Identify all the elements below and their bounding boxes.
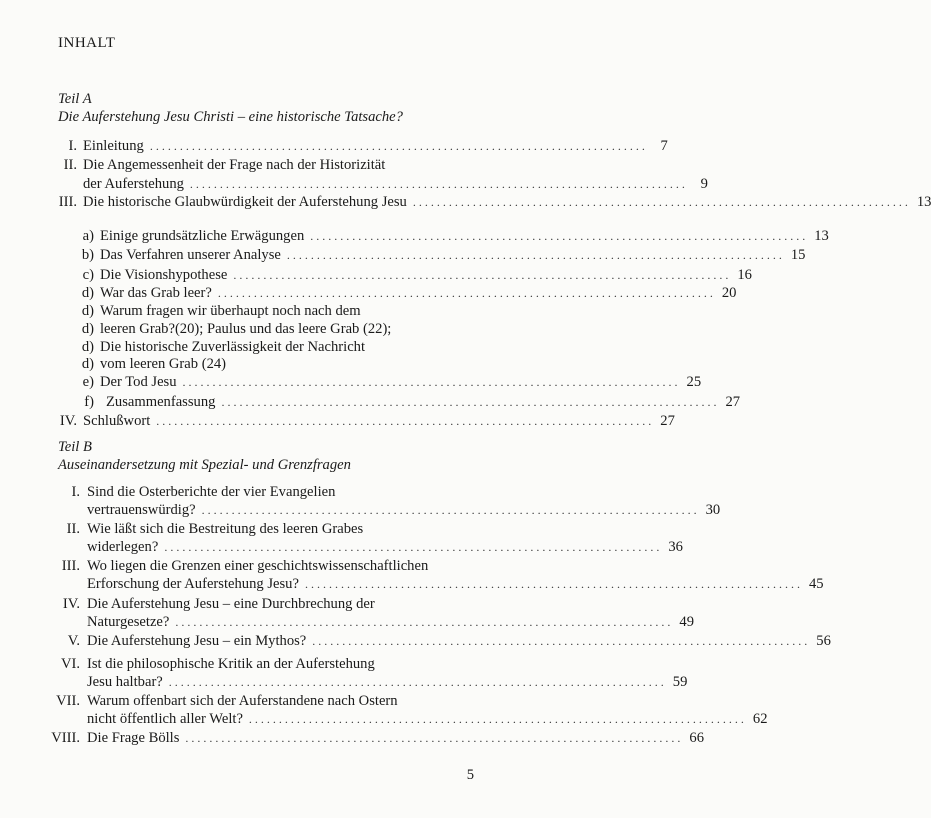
entry-text: Zusammenfassung xyxy=(106,394,216,410)
entry-text: vom leeren Grab (24) xyxy=(100,356,227,372)
subsection-letter: e) xyxy=(82,374,94,390)
toc-entry xyxy=(106,393,741,411)
subsection-letter: d) xyxy=(81,321,94,337)
toc-entry xyxy=(100,246,806,264)
page-ref: 59 xyxy=(672,674,688,690)
entry-text: leeren Grab?(20); Paulus und das leere Grab (22); xyxy=(100,321,392,337)
part-a-label: Teil A xyxy=(58,91,92,107)
dot-leader: ................................................................................... xyxy=(233,268,732,282)
section-number: II. xyxy=(63,157,77,173)
section-number: VII. xyxy=(56,693,80,709)
page-ref: 13 xyxy=(916,194,931,210)
toc-entry xyxy=(87,710,768,728)
subsection-letter: a) xyxy=(82,228,94,244)
page-ref: 36 xyxy=(668,539,683,555)
section-number: I. xyxy=(71,484,80,500)
page-ref: 13 xyxy=(814,228,829,244)
page-ref: 49 xyxy=(679,614,694,630)
entry-text: widerlegen? xyxy=(87,539,159,555)
part-a-title: Die Auferstehung Jesu Christi – eine historische Tatsache? xyxy=(58,109,403,125)
page-ref: 9 xyxy=(700,176,708,192)
subsection-letter: b) xyxy=(81,247,94,263)
toc-entry xyxy=(87,673,688,691)
entry-text: Warum offenbart sich der Auferstandene nach Ostern xyxy=(87,693,398,709)
entry-text: Einleitung xyxy=(83,138,144,154)
toc-entry xyxy=(100,266,752,284)
dot-leader: ................................................................................... xyxy=(164,540,663,554)
dot-leader: ................................................................................... xyxy=(217,286,716,300)
entry-text: Die historische Glaubwürdigkeit der Auferstehung Jesu xyxy=(83,194,407,210)
subsection-letter: d) xyxy=(81,339,94,355)
dot-leader: ................................................................................... xyxy=(412,195,911,209)
entry-text: Die Frage Bölls xyxy=(87,730,180,746)
entry-text: Jesu haltbar? xyxy=(87,674,163,690)
entry-text: Ist die philosophische Kritik an der Auferstehung xyxy=(87,656,375,672)
page-ref: 16 xyxy=(737,267,752,283)
subsection-letter: d) xyxy=(81,285,94,301)
toc-entry xyxy=(83,137,668,155)
page-ref: 27 xyxy=(725,394,741,410)
page-title: INHALT xyxy=(58,35,116,51)
dot-leader: ................................................................................... xyxy=(201,503,700,517)
entry-text: War das Grab leer? xyxy=(100,285,212,301)
toc-entry xyxy=(87,501,721,519)
dot-leader: ................................................................................... xyxy=(221,395,720,409)
dot-leader: ................................................................................... xyxy=(286,248,785,262)
dot-leader: ................................................................................... xyxy=(185,731,684,745)
dot-leader: ................................................................................... xyxy=(312,634,811,648)
page-ref: 45 xyxy=(808,576,824,592)
subsection-letter: d) xyxy=(81,303,94,319)
entry-text: Die Angemessenheit der Frage nach der Historizität xyxy=(83,157,386,173)
dot-leader: ................................................................................... xyxy=(182,375,681,389)
toc-entry xyxy=(87,613,694,631)
entry-text: der Auferstehung xyxy=(83,176,184,192)
entry-text: Die historische Zuverlässigkeit der Nachricht xyxy=(100,339,366,355)
toc-entry xyxy=(100,284,737,302)
toc-entry xyxy=(87,575,824,593)
entry-text: Wie läßt sich die Bestreitung des leeren Grabes xyxy=(87,521,364,537)
entry-text: Das Verfahren unserer Analyse xyxy=(100,247,281,263)
section-number: VI. xyxy=(60,656,80,672)
entry-text: Die Auferstehung Jesu – eine Durchbrechung der xyxy=(87,596,375,612)
section-number: III. xyxy=(61,558,80,574)
section-number: III. xyxy=(58,194,77,210)
dot-leader: ................................................................................... xyxy=(248,712,747,726)
page-ref: 66 xyxy=(689,730,705,746)
section-number: II. xyxy=(66,521,80,537)
page-ref: 27 xyxy=(660,413,675,429)
toc-entry xyxy=(83,412,675,430)
section-number: V. xyxy=(67,633,80,649)
page-ref: 7 xyxy=(660,138,668,154)
toc-entry xyxy=(87,632,831,650)
subsection-letter: f) xyxy=(84,394,94,410)
entry-text: Der Tod Jesu xyxy=(100,374,177,390)
section-number: IV. xyxy=(59,413,77,429)
dot-leader: ................................................................................... xyxy=(168,675,667,689)
entry-text: Warum fragen wir überhaupt noch nach dem xyxy=(100,303,361,319)
dot-leader: ................................................................................... xyxy=(175,615,674,629)
section-number: IV. xyxy=(62,596,80,612)
section-number: VIII. xyxy=(51,730,80,746)
dot-leader: ................................................................................... xyxy=(189,177,688,191)
entry-text: Erforschung der Auferstehung Jesu? xyxy=(87,576,299,592)
dot-leader: ................................................................................... xyxy=(156,414,655,428)
dot-leader: ................................................................................... xyxy=(304,577,803,591)
entry-text: Die Auferstehung Jesu – ein Mythos? xyxy=(87,633,307,649)
page-ref: 25 xyxy=(686,374,702,390)
entry-text: Wo liegen die Grenzen einer geschichtswissenschaftlichen xyxy=(87,558,429,574)
dot-leader: ................................................................................... xyxy=(149,139,648,153)
entry-text: nicht öffentlich aller Welt? xyxy=(87,711,243,727)
page-number: 5 xyxy=(466,767,474,783)
entry-text: Sind die Osterberichte der vier Evangelien xyxy=(87,484,336,500)
page-ref: 15 xyxy=(790,247,806,263)
page-ref: 56 xyxy=(816,633,831,649)
page-ref: 62 xyxy=(752,711,768,727)
part-b-label: Teil B xyxy=(58,439,92,455)
entry-text: Naturgesetze? xyxy=(87,614,170,630)
dot-leader: ................................................................................... xyxy=(310,229,809,243)
subsection-letter: c) xyxy=(82,267,94,283)
toc-entry xyxy=(87,538,683,556)
toc-entry xyxy=(100,373,702,391)
section-number: I. xyxy=(68,138,77,154)
toc-entry xyxy=(83,193,931,211)
page-ref: 20 xyxy=(721,285,737,301)
entry-text: vertrauenswürdig? xyxy=(87,502,196,518)
toc-entry xyxy=(83,175,708,193)
subsection-letter: d) xyxy=(81,356,94,372)
toc-entry xyxy=(100,227,829,245)
entry-text: Schlußwort xyxy=(83,413,151,429)
page-ref: 30 xyxy=(705,502,721,518)
entry-text: Einige grundsätzliche Erwägungen xyxy=(100,228,305,244)
toc-entry xyxy=(87,729,705,747)
entry-text: Die Visionshypothese xyxy=(100,267,228,283)
part-b-title: Auseinandersetzung mit Spezial- und Grenzfragen xyxy=(58,457,351,473)
